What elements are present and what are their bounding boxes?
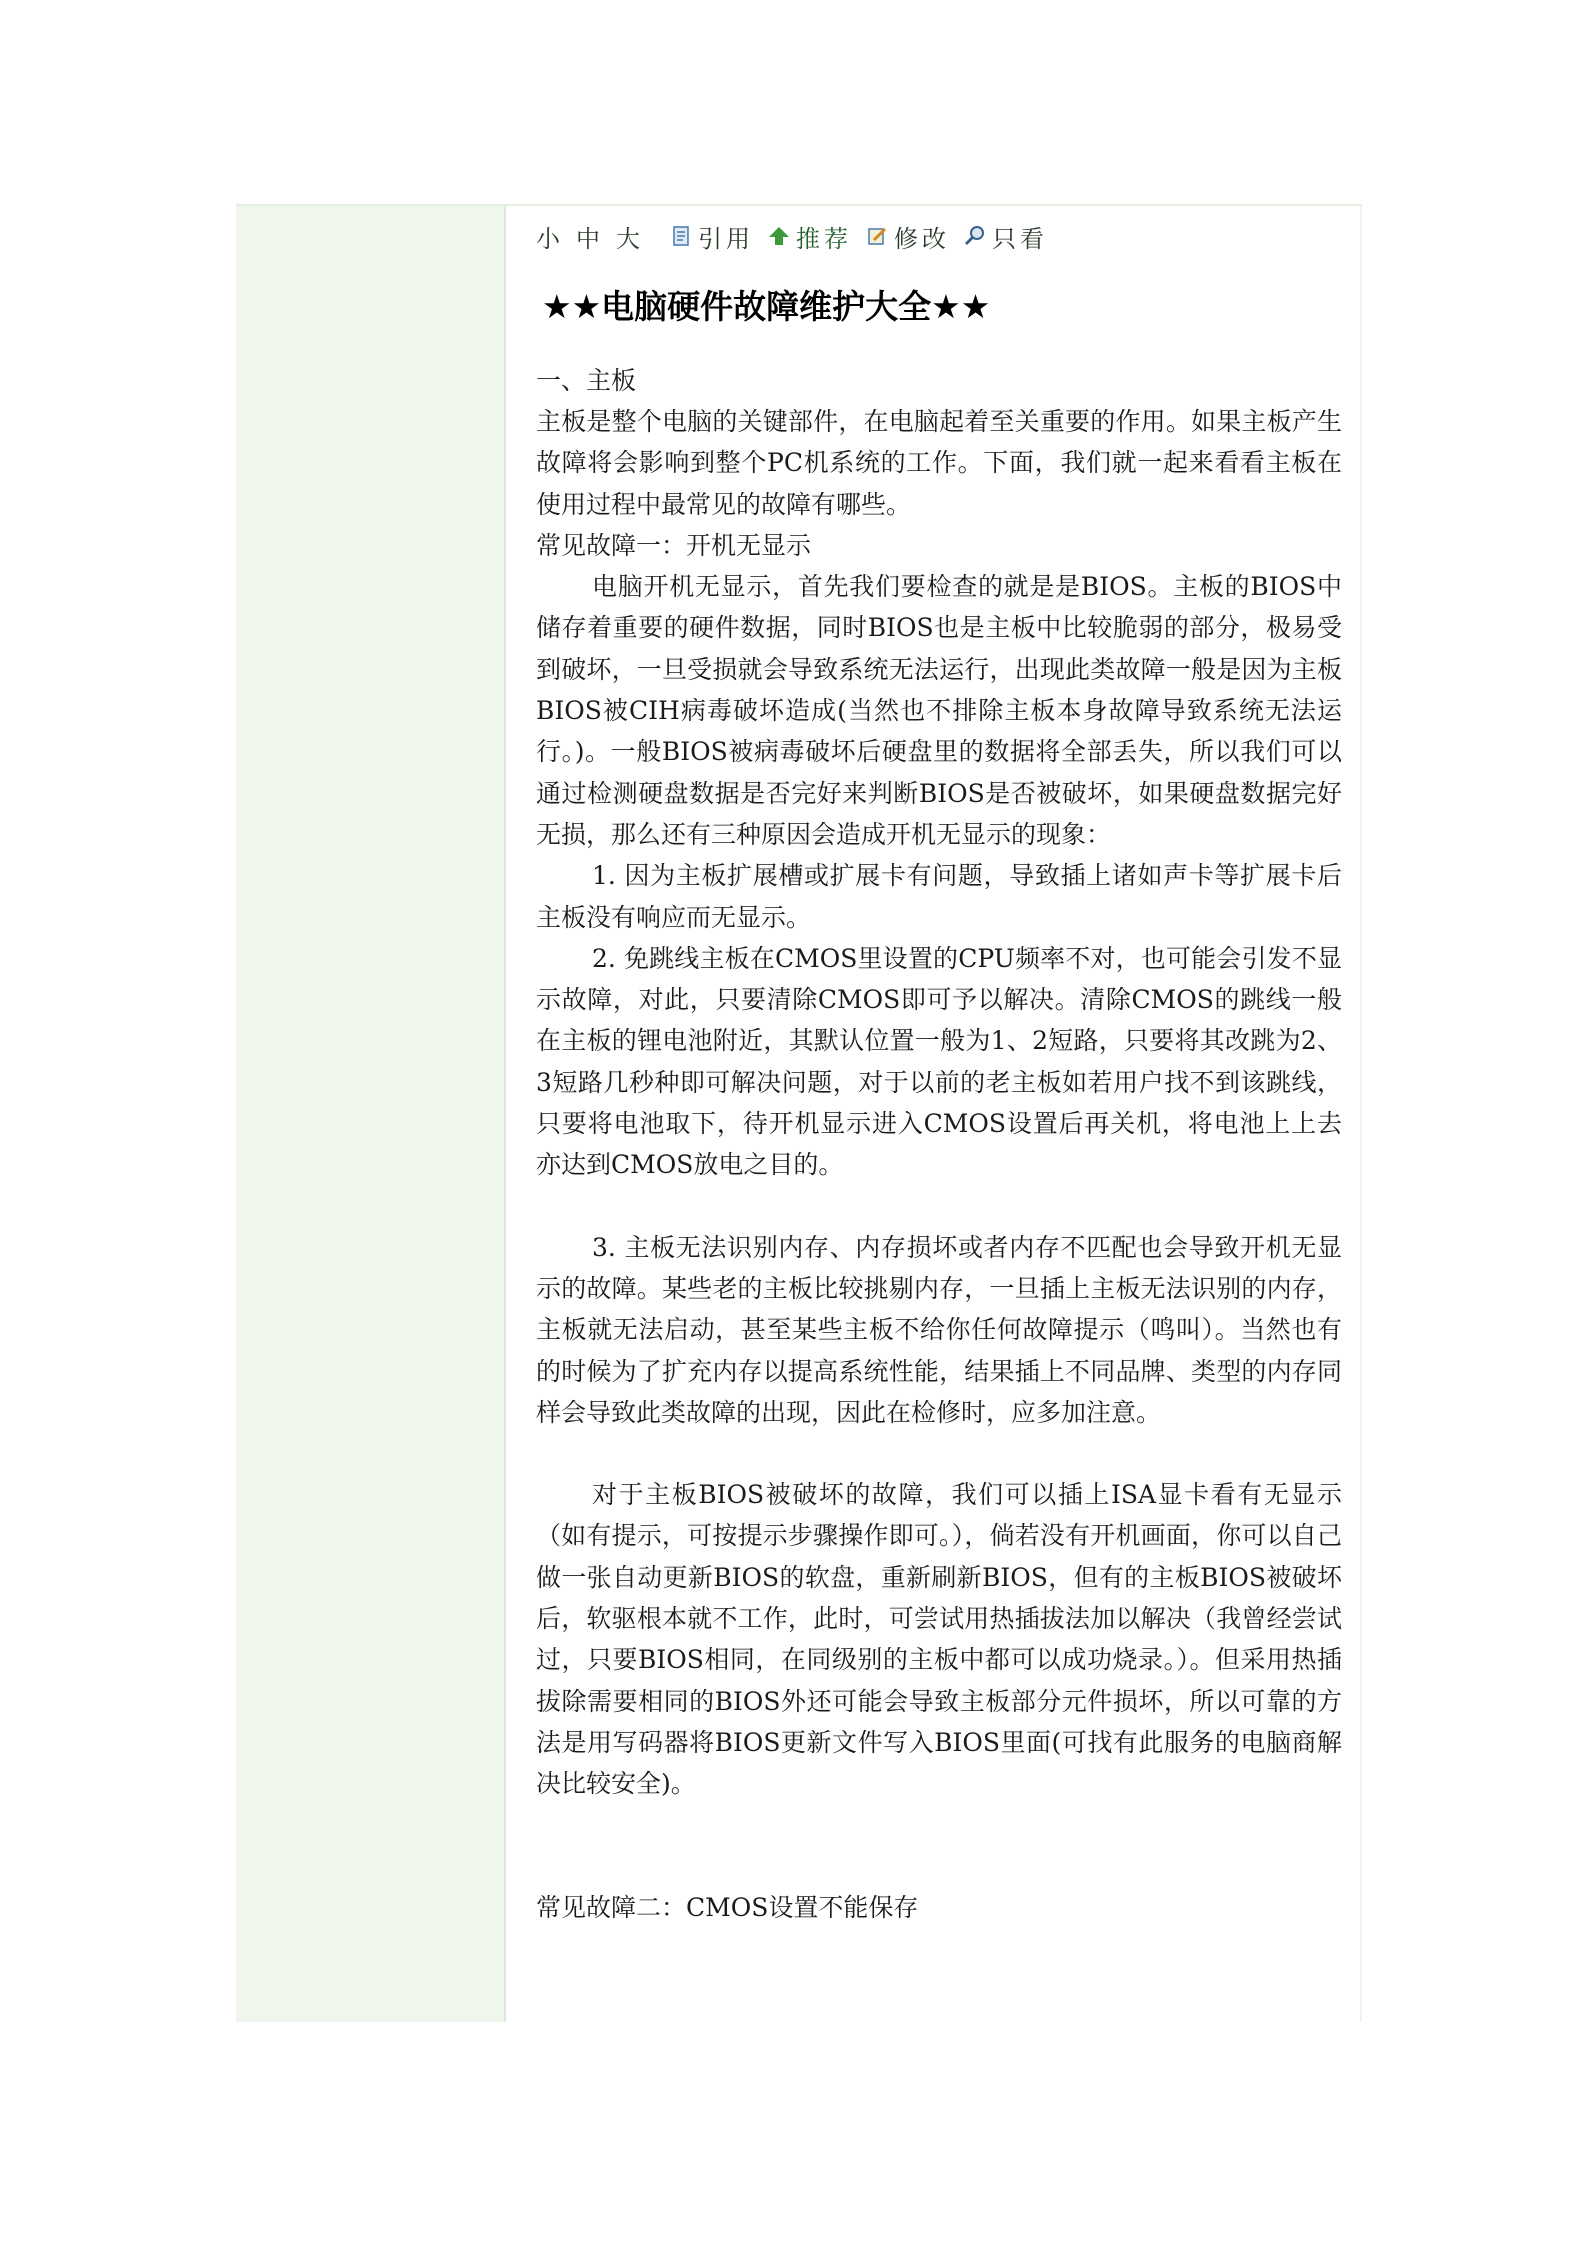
list-item: 3. 主板无法识别内存、内存损坏或者内存不匹配也会导致开机无显示的故障。某些老的主板比较挑剔内存，一旦插上主板无法识别的内存，主板就无法启动，甚至某些主板不给你任何故障提示（鸣叫）。当然也有的时候为了扩充内存以提高系统性能，结果插上不同品牌、类型的内存同样会导致此类故障的出现，因此在检修时，应多加注意。 xyxy=(536,1232,1342,1427)
sidebar-panel xyxy=(236,206,504,2022)
fault-body-paragraph: 电脑开机无显示，首先我们要检查的就是是BIOS。主板的BIOS中储存着重要的硬件数据，同时BIOS也是主板中比较脆弱的部分，极易受到破坏，一旦受损就会导致系统无法运行，出现此类故障一般是因为主板BIOS被CIH病毒破坏造成(当然也不排除主板本身故障导致系统无法运行。)。一般BIOS被病毒破坏后硬盘里的数据将全部丢失，所以我们可以通过检测硬盘数据是否完好来判断BIOS是否被破坏，如果硬盘数据完好无损，那么还有三种原因会造成开机无显示的现象： xyxy=(536,572,1342,849)
magnifier-icon xyxy=(964,225,986,247)
post-content xyxy=(536,216,1342,1928)
article-title: ★★电脑硬件故障维护大全★★ xyxy=(542,287,991,326)
arrow-up-icon xyxy=(768,225,790,247)
view-only-label: 只看 xyxy=(992,224,1048,253)
paragraph-gap xyxy=(536,1805,1342,1887)
right-border xyxy=(1360,206,1362,2022)
edit-button[interactable] xyxy=(866,219,950,254)
list-item: 2. 免跳线主板在CMOS里设置的CPU频率不对，也可能会引发不显示故障，对此，只要清除CMOS即可予以解决。清除CMOS的跳线一般在主板的锂电池附近，其默认位置一般为1、2短路，只要将其改跳为2、3短路几秒种即可解决问题，对于以前的老主板如若用户找不到该跳线，只要将电池取下，待开机显示进入CMOS设置后再关机，将电池上上去亦达到CMOS放电之目的。 xyxy=(536,943,1342,1180)
quote-label: 引用 xyxy=(698,224,754,253)
fault-heading: 常见故障二：CMOS设置不能保存 xyxy=(536,1892,919,1922)
paragraph-gap xyxy=(536,1433,1342,1474)
paragraph-gap xyxy=(536,1186,1342,1227)
recommend-label: 推荐 xyxy=(796,224,852,253)
post-toolbar xyxy=(536,216,1342,256)
document-icon xyxy=(670,225,692,247)
fault-heading: 常见故障一：开机无显示 xyxy=(536,530,812,560)
font-size-medium[interactable]: 中 xyxy=(576,224,600,253)
edit-label: 修改 xyxy=(894,224,950,253)
edit-icon xyxy=(866,225,888,247)
intro-paragraph: 主板是整个电脑的关键部件，在电脑起着至关重要的作用。如果主板产生故障将会影响到整个PC机系统的工作。下面，我们就一起来看看主板在使用过程中最常见的故障有哪些。 xyxy=(536,407,1342,519)
bios-fix-paragraph: 对于主板BIOS被破坏的故障，我们可以插上ISA显卡看有无显示（如有提示，可按提示步骤操作即可。），倘若没有开机画面，你可以自己做一张自动更新BIOS的软盘，重新刷新BIOS，但有的主板BIOS被破坏后，软驱根本就不工作，此时，可尝试用热插拔法加以解决（我曾经尝试过，只要BIOS相同，在同级别的主板中都可以成功烧录。）。但采用热插拔除需要相同的BIOS外还可能会导致主板部分元件损坏，所以可靠的方法是用写码器将BIOS更新文件写入BIOS里面(可找有此服务的电脑商解决比较安全)。 xyxy=(536,1480,1342,1799)
quote-button[interactable] xyxy=(670,219,754,254)
list-item: 1. 因为主板扩展槽或扩展卡有问题，导致插上诸如声卡等扩展卡后主板没有响应而无显示。 xyxy=(536,861,1342,932)
font-size-large[interactable]: 大 xyxy=(616,224,640,253)
recommend-button[interactable] xyxy=(768,219,852,254)
view-only-button[interactable] xyxy=(964,219,1048,254)
section-heading: 一、主板 xyxy=(536,366,637,395)
font-size-small[interactable]: 小 xyxy=(536,224,560,253)
sidebar-divider xyxy=(504,206,506,2022)
